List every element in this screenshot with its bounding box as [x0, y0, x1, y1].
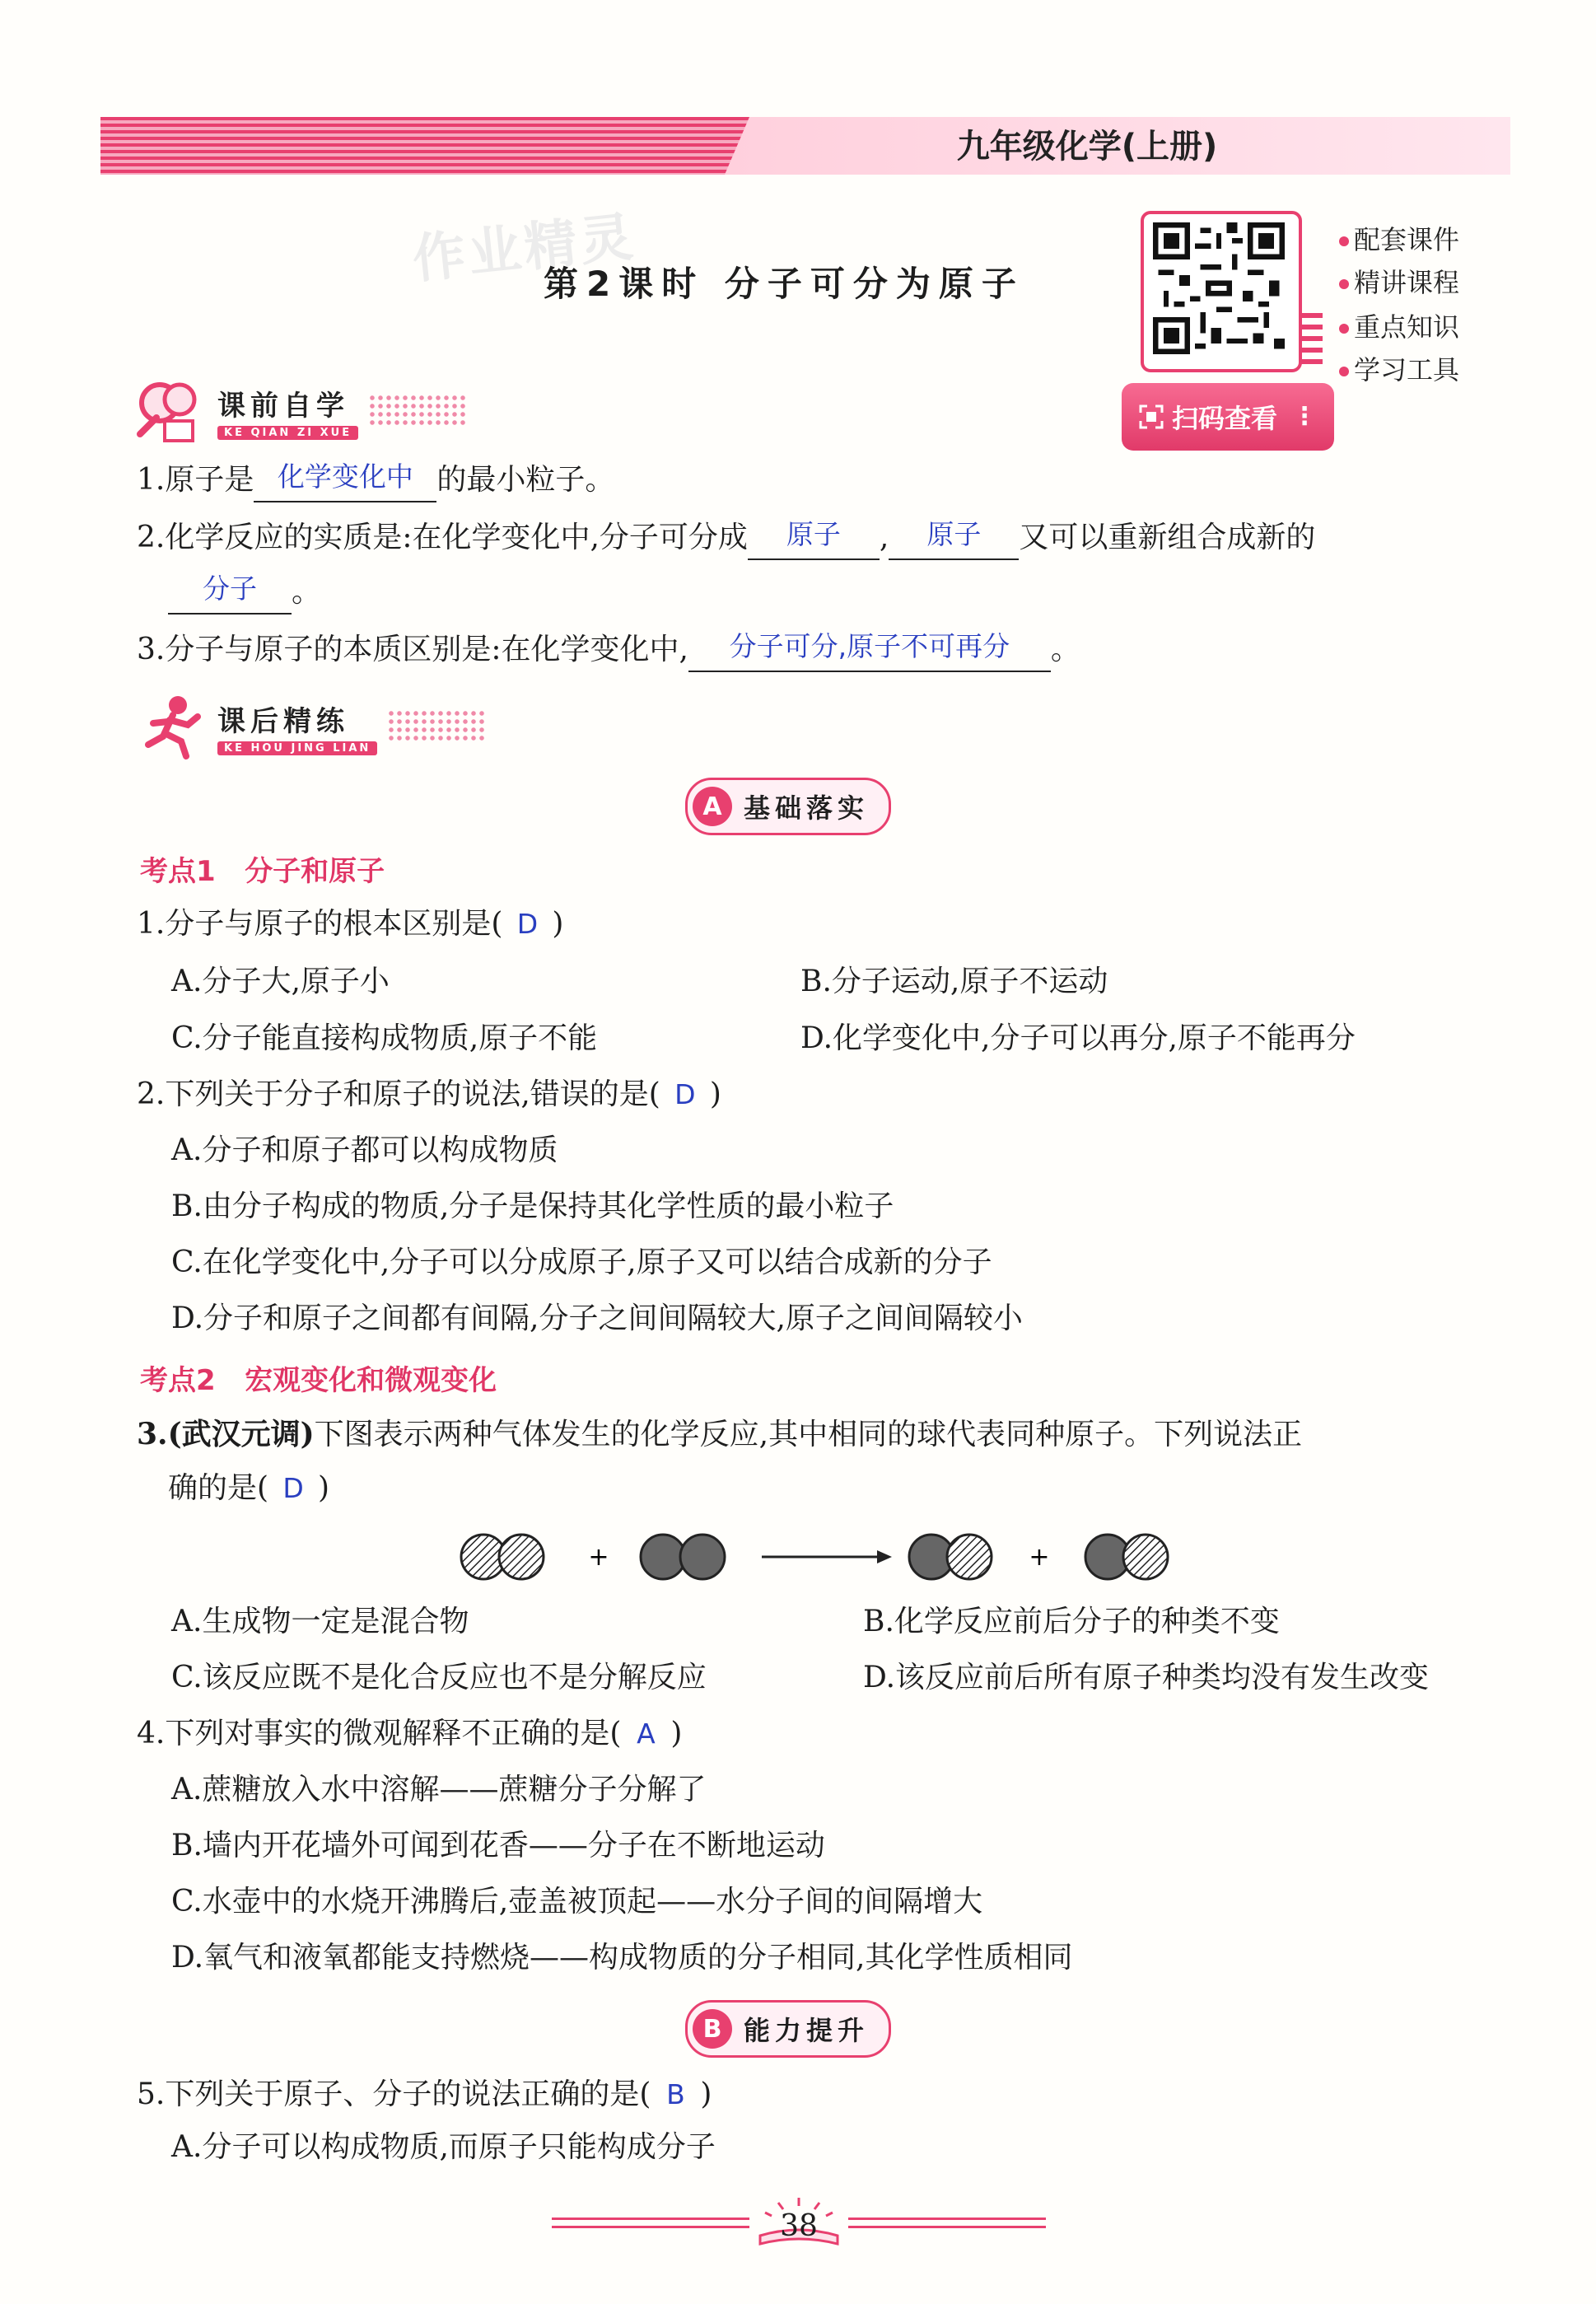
- section-post-practice: 课后精练 KE HOU JING LIAN: [132, 690, 486, 763]
- footer-line-left: [552, 2226, 749, 2228]
- option-a: A.分子大,原子小: [171, 965, 390, 998]
- question-3-stem: 3.(武汉元调)下图表示两种气体发生的化学反应,其中相同的球代表同种原子。下列说法正: [137, 1417, 1303, 1451]
- magnifier-icon: [132, 375, 208, 447]
- qr-item[interactable]: 精讲课程: [1339, 262, 1459, 300]
- qr-code-icon[interactable]: [1153, 222, 1285, 354]
- keypoint-1: 考点1 分子和原子: [140, 855, 385, 888]
- option-c: C.水壶中的水烧开沸腾后,壶盖被顶起——水分子间的间隔增大: [171, 1885, 983, 1918]
- answer-blank[interactable]: 原子: [748, 522, 880, 560]
- option-d: D.化学变化中,分子可以再分,原子不能再分: [800, 1021, 1356, 1055]
- bullet-icon: [1339, 367, 1349, 376]
- book-title: 九年级化学(上册): [956, 128, 1218, 166]
- question-5-stem: 5.下列关于原子、分子的说法正确的是( B ): [137, 2073, 712, 2117]
- molecule-product-2: [1085, 1535, 1168, 1579]
- runner-icon: [132, 690, 208, 763]
- question-3-stem-cont: 确的是( D ): [168, 1466, 329, 1511]
- bullet-icon: [1339, 279, 1349, 289]
- qr-decoration: [1300, 313, 1323, 371]
- dot-pattern: [368, 394, 467, 428]
- answer-choice: D: [516, 908, 539, 940]
- arrow-head: [877, 1550, 892, 1563]
- question-4-stem: 4.下列对事实的微观解释不正确的是( A ): [137, 1712, 682, 1756]
- option-c: C.该反应既不是化合反应也不是分解反应: [171, 1661, 707, 1694]
- qr-item[interactable]: 配套课件: [1339, 219, 1459, 257]
- plus-sign: +: [1029, 1543, 1050, 1572]
- answer-choice: A: [637, 1717, 656, 1750]
- molecule-reactant-1: [461, 1535, 544, 1579]
- molecule-reactant-2: [641, 1535, 725, 1579]
- option-d: D.分子和原子之间都有间隔,分子之间间隔较大,原子之间间隔较小: [171, 1302, 1023, 1335]
- answer-blank[interactable]: 分子可分,原子不可再分: [688, 634, 1051, 672]
- footer-line-right: [848, 2226, 1046, 2228]
- answer-choice: B: [666, 2078, 685, 2110]
- option-a: A.蔗糖放入水中溶解——蔗糖分子分解了: [171, 1773, 707, 1806]
- molecule-product-1: [909, 1535, 992, 1579]
- option-a: A.分子和原子都可以构成物质: [171, 1133, 558, 1167]
- answer-blank[interactable]: 原子: [889, 522, 1019, 560]
- answer-blank[interactable]: 化学变化中: [254, 465, 436, 502]
- option-b: B.分子运动,原子不运动: [800, 965, 1108, 998]
- level-a-badge: A 基础落实: [685, 778, 891, 835]
- scan-button[interactable]: 扫码查看 ⋮: [1122, 383, 1334, 451]
- pre-question-3: 3.分子与原子的本质区别是:在化学变化中, 分子可分,原子不可再分 。: [137, 628, 1080, 672]
- qr-item[interactable]: 重点知识: [1339, 306, 1459, 344]
- option-d: D.该反应前后所有原子种类均没有发生改变: [863, 1661, 1430, 1694]
- question-1-stem: 1.分子与原子的根本区别是( D ): [137, 902, 563, 946]
- option-d: D.氧气和液氧都能支持燃烧——构成物质的分子相同,其化学性质相同: [171, 1941, 1073, 1975]
- watermark: 作业精灵: [409, 206, 639, 291]
- option-b: B.墙内开花墙外可闻到花香——分子在不断地运动: [171, 1829, 825, 1862]
- section-pre-study: 课前自学 KE QIAN ZI XUE: [132, 375, 467, 447]
- option-a: A.分子可以构成物质,而原子只能构成分子: [171, 2130, 716, 2164]
- scan-icon: [1139, 404, 1164, 429]
- pre-question-1: 1.原子是 化学变化中 的最小粒子。: [137, 458, 614, 502]
- page-number: 38: [780, 2209, 818, 2243]
- option-b: B.由分子构成的物质,分子是保持其化学性质的最小粒子: [171, 1189, 894, 1223]
- reaction-diagram: [457, 1526, 1182, 1588]
- answer-choice: D: [674, 1078, 696, 1110]
- answer-choice: D: [282, 1472, 304, 1504]
- option-a: A.生成物一定是混合物: [171, 1605, 469, 1638]
- lesson-title: 第2课时 分子可分为原子: [544, 264, 1024, 304]
- pre-question-2: 2.化学反应的实质是:在化学变化中,分子可分成 原子 , 原子 又可以重新组合成新的: [137, 516, 1315, 560]
- answer-blank[interactable]: 分子: [168, 577, 292, 615]
- option-c: C.在化学变化中,分子可以分成原子,原子又可以结合成新的分子: [171, 1245, 992, 1279]
- pre-question-2-cont: 分子 。: [168, 570, 321, 615]
- level-b-badge: B 能力提升: [685, 2000, 891, 2058]
- plus-sign: +: [588, 1543, 609, 1572]
- footer-line-left: [552, 2218, 749, 2220]
- qr-item[interactable]: 学习工具: [1339, 349, 1459, 387]
- option-b: B.化学反应前后分子的种类不变: [863, 1605, 1280, 1638]
- question-2-stem: 2.下列关于分子和原子的说法,错误的是( D ): [137, 1073, 721, 1117]
- dot-pattern: [387, 709, 486, 744]
- bullet-icon: [1339, 324, 1349, 334]
- option-c: C.分子能直接构成物质,原子不能: [171, 1021, 598, 1055]
- footer-line-right: [848, 2218, 1046, 2220]
- keypoint-2: 考点2 宏观变化和微观变化: [140, 1364, 497, 1397]
- bullet-icon: [1339, 236, 1349, 246]
